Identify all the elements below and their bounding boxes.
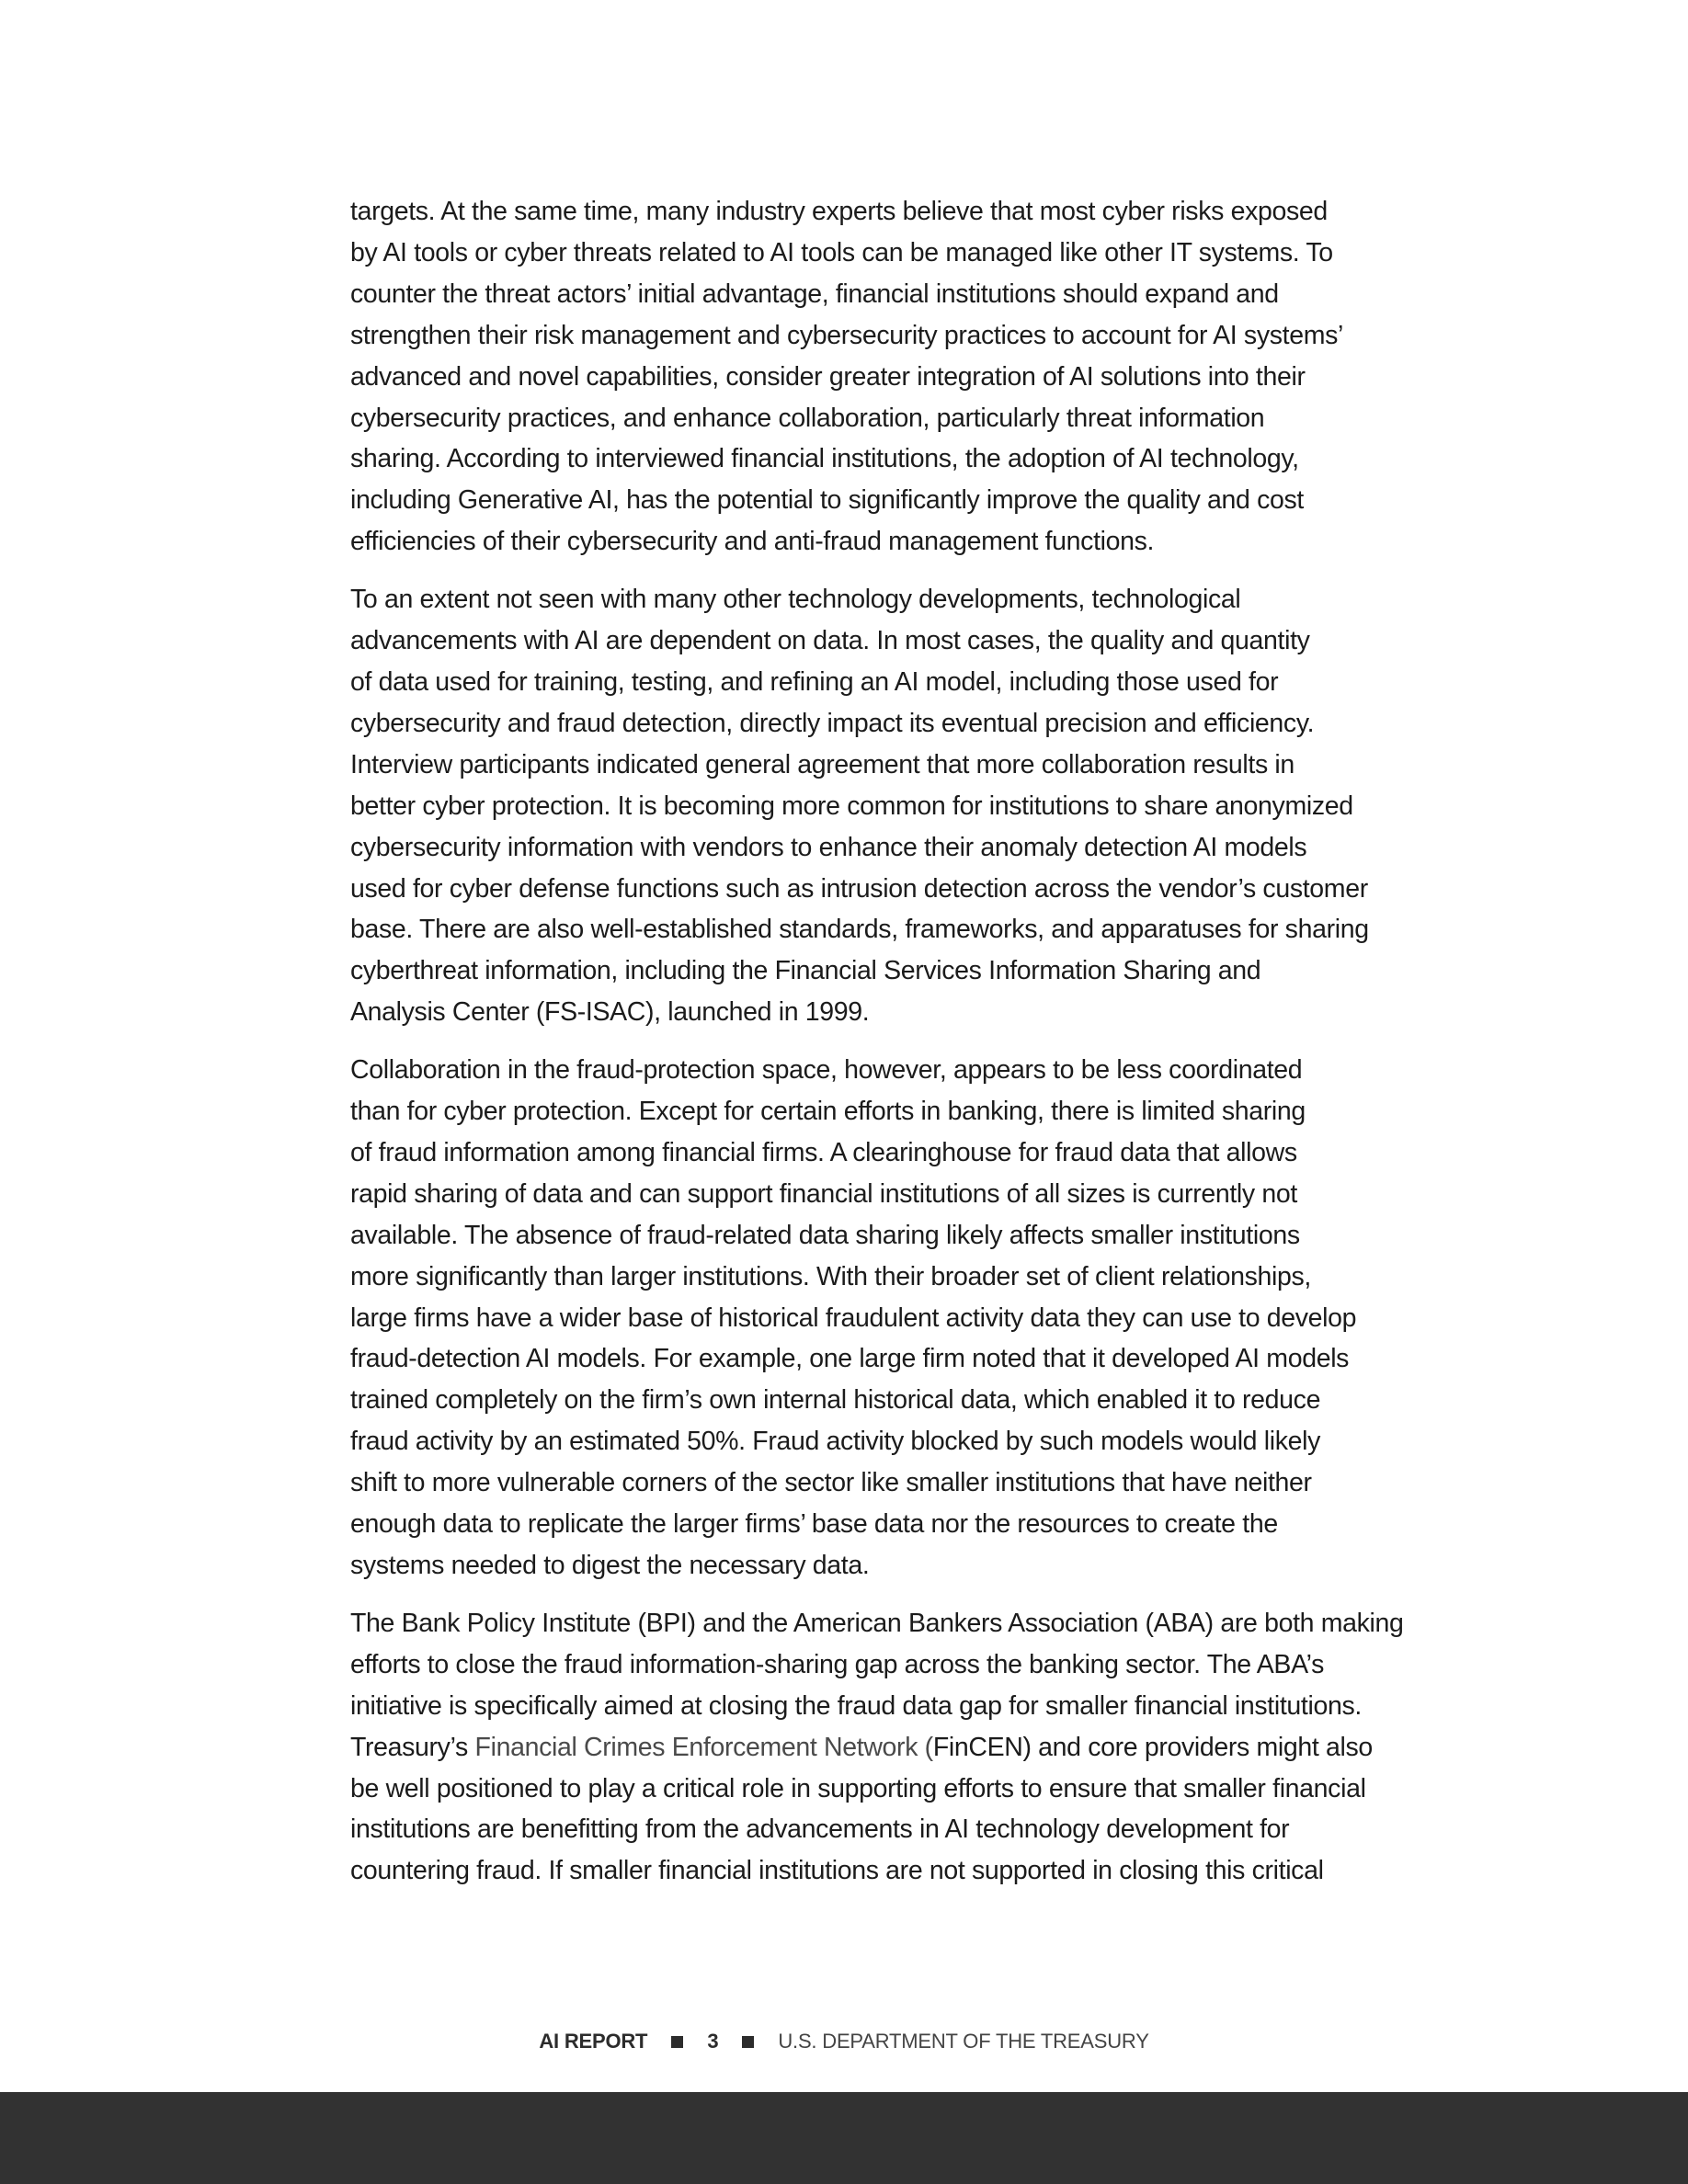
text-line: enough data to replicate the larger firms’ base data nor the resources to create the: [350, 1509, 1278, 1540]
text-line: base. There are also well-established standards, frameworks, and apparatuses for sharing: [350, 915, 1369, 945]
text-line: counter the threat actors’ initial advantage, financial institutions should expand and: [350, 279, 1279, 309]
text-line: Interview participants indicated general agreement that more collaboration results in: [350, 749, 1295, 779]
body-text: [350, 191, 1404, 1908]
page-number: 3: [707, 2030, 719, 2053]
text-line: trained completely on the firm’s own internal historical data, which enabled it to reduce: [350, 1385, 1321, 1416]
text-line: better cyber protection. It is becoming more common for institutions to share anonymized: [350, 791, 1353, 821]
text-line: cybersecurity and fraud detection, directly impact its eventual precision and efficiency.: [350, 708, 1315, 738]
text-line: initiative is specifically aimed at closing the fraud data gap for smaller financial institutions.: [350, 1690, 1362, 1721]
footer-report-title: AI REPORT: [539, 2030, 648, 2053]
paragraph-4: [350, 1603, 1404, 1892]
text-line: cybersecurity practices, and enhance collaboration, particularly threat information: [350, 403, 1265, 433]
page-footer: [0, 2026, 1688, 2057]
text-line: The Bank Policy Institute (BPI) and the American Bankers Association (ABA) are both making: [350, 1608, 1404, 1638]
text-line: efforts to close the fraud information-sharing gap across the banking sector. The ABA’s: [350, 1649, 1324, 1679]
text-line-with-link: [350, 1727, 1389, 1769]
text-line: Collaboration in the fraud-protection space, however, appears to be less coordinated: [350, 1055, 1303, 1086]
text-line: by AI tools or cyber threats related to AI tools can be managed like other IT systems. To: [350, 237, 1333, 267]
text-fragment: FinCEN) and core providers might also: [932, 1732, 1373, 1762]
text-line: systems needed to digest the necessary data.: [350, 1551, 870, 1580]
fincen-link[interactable]: Financial Crimes Enforcement Network (: [474, 1732, 933, 1762]
text-line: shift to more vulnerable corners of the sector like smaller institutions that have neither: [350, 1468, 1312, 1498]
text-line: cyberthreat information, including the Financial Services Information Sharing and: [350, 956, 1261, 986]
text-line: including Generative AI, has the potential to significantly improve the quality and cost: [350, 485, 1304, 516]
text-line: fraud-detection AI models. For example, one large firm noted that it developed AI models: [350, 1344, 1350, 1374]
text-line: To an extent not seen with many other technology developments, technological: [350, 585, 1241, 615]
text-fragment: Treasury’s: [350, 1732, 475, 1762]
text-line: targets. At the same time, many industry experts believe that most cyber risks exposed: [350, 197, 1328, 226]
text-line: available. The absence of fraud-related data sharing likely affects smaller institutions: [350, 1220, 1300, 1250]
text-line: countering fraud. If smaller financial institutions are not supported in closing this critical: [350, 1856, 1324, 1886]
paragraph-1: [350, 191, 1389, 563]
text-line: large firms have a wider base of historical fraudulent activity data they can use to develop: [350, 1302, 1357, 1333]
bottom-bar: [0, 2092, 1688, 2184]
text-line: fraud activity by an estimated 50%. Fraud activity blocked by such models would likely: [350, 1427, 1320, 1457]
text-line: more significantly than larger institutions. With their broader set of client relationships,: [350, 1261, 1311, 1291]
text-line: institutions are benefitting from the advancements in AI technology development for: [350, 1814, 1290, 1845]
text-line: Analysis Center (FS-ISAC), launched in 1999.: [350, 997, 870, 1028]
paragraph-2: [350, 579, 1389, 1033]
text-line: used for cyber defense functions such as intrusion detection across the vendor’s customer: [350, 873, 1368, 904]
square-separator-icon: [671, 2036, 683, 2048]
text-line: than for cyber protection. Except for certain efforts in banking, there is limited sharing: [350, 1097, 1306, 1127]
text-line: advancements with AI are dependent on data. In most cases, the quality and quantity: [350, 626, 1310, 656]
text-line: advanced and novel capabilities, consider greater integration of AI solutions into their: [350, 361, 1306, 392]
square-separator-icon: [742, 2036, 754, 2048]
text-line: efficiencies of their cybersecurity and anti-fraud management functions.: [350, 527, 1155, 557]
text-line: cybersecurity information with vendors to enhance their anomaly detection AI models: [350, 832, 1307, 862]
text-line: be well positioned to play a critical role in supporting efforts to ensure that smaller financial: [350, 1773, 1366, 1803]
text-line: of fraud information among financial firms. A clearinghouse for fraud data that allows: [350, 1137, 1297, 1167]
footer-department: U.S. DEPARTMENT OF THE TREASURY: [778, 2030, 1149, 2053]
text-line: sharing. According to interviewed financial institutions, the adoption of AI technology,: [350, 444, 1299, 474]
paragraph-3: [350, 1050, 1389, 1587]
text-line: rapid sharing of data and can support financial institutions of all sizes is currently not: [350, 1178, 1297, 1209]
text-line: strengthen their risk management and cybersecurity practices to account for AI systems’: [350, 320, 1343, 350]
text-line: of data used for training, testing, and refining an AI model, including those used for: [350, 666, 1279, 697]
